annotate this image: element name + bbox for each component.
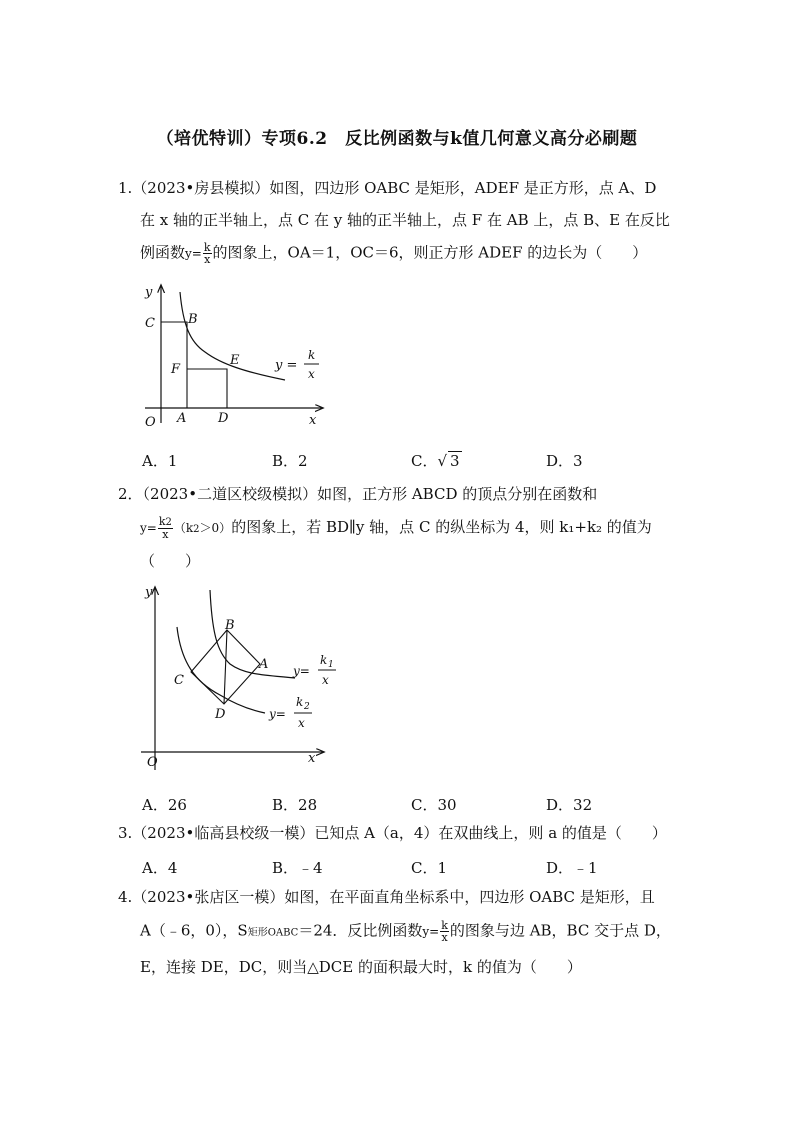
q2-curve2-k: k [296,695,304,709]
q1-curve-label: y = [275,358,298,373]
q1-square-adef [187,369,227,408]
q3-option-b: B．﹣4 [272,859,323,877]
q1-formula-x: x [204,253,211,266]
q1-line3-end: 的图象上，OA＝1，OC＝6，则正方形 ADEF 的边长为（ ） [212,243,648,262]
q2-condition-start: （k [173,521,194,535]
q2-line1: 2．（2023•二道区校级模拟）如图，正方形 ABCD 的顶点分别在函数和 [118,485,598,503]
q4-area-subscript: 矩形OABC [247,927,299,939]
q1-label-e: E [230,353,240,368]
q2-curve1-x: x [322,673,329,687]
q2-curve2-label: y= [269,707,286,721]
q2-label-d: D [215,707,226,722]
q3-option-d: D．﹣1 [546,859,598,877]
page-title: （培优特训）专项6.2 反比例函数与k值几何意义高分必刷题 [156,129,638,149]
q2-formula-k: k [158,515,166,528]
q2-hyperbola-k2 [177,627,265,713]
q1-formula-k: k [203,241,211,254]
q3-option-c: C．1 [411,859,448,877]
q4-formula-fraction [440,920,449,943]
q1-option-c: C．√ 3 [411,452,460,470]
q2-formula-k-sub: 2 [165,517,172,528]
q2-option-c: C．30 [411,796,457,814]
q4-line2-start: A（﹣6，0），S [140,921,248,940]
q2-label-b: B [225,618,235,633]
q1-formula-fraction [203,242,212,265]
q2-curve1-k-sub: 1 [328,660,334,670]
q1-curve-k: k [308,348,316,362]
q1-label-y: y [145,285,153,300]
q2-label-x: x [308,751,316,766]
q4-line2 [140,920,671,944]
q1-figure [135,280,335,430]
q2-condition-sub: 2 [193,524,200,535]
q2-formula-y: y= [140,521,157,535]
q4-formula-k: k [441,919,448,932]
q2-curve1-k: k [320,653,328,667]
q2-figure [135,582,350,772]
q4-formula-x: x [441,931,448,944]
q2-option-d: D．32 [546,796,593,814]
q1-label-a: A [177,411,187,426]
q4-line2-mid: ＝24．反比例函数 [298,921,423,940]
q3-option-a: A．4 [142,859,178,877]
q1-line2: 在 x 轴的正半轴上，点 C 在 y 轴的正半轴上，点 F 在 AB 上，点 B、E 在反比 [140,211,670,229]
q4-line3: E，连接 DE，DC，则当△DCE 的面积最大时，k 的值为（ ） [140,958,582,976]
q2-curve2-k-sub: 2 [304,702,310,712]
q1-formula-y: y= [185,246,202,261]
q2-option-b: B．28 [272,796,318,814]
q1-label-o: O [145,415,156,430]
q1-option-a: A．1 [142,452,178,470]
q1-label-b: B [188,312,198,327]
q2-formula-fraction [158,516,173,540]
q2-option-a: A．26 [142,796,187,814]
q1-curve-x: x [308,367,315,381]
q1-line1: 1.（2023•房县模拟）如图，四边形 OABC 是矩形，ADEF 是正方形，点 A、D [118,179,657,197]
q2-hyperbola-k1 [210,590,295,678]
q1-option-c-prefix: C． [411,452,438,470]
q1-label-f: F [171,362,181,377]
q2-line2 [140,516,652,540]
q2-curve2-x: x [298,716,305,730]
q1-label-x: x [309,413,317,428]
q2-condition [174,521,231,535]
q1-option-b: B．2 [272,452,308,470]
q4-line2-end: 的图象与边 AB，BC 交于点 D， [449,921,671,940]
q2-line2-text: 的图象上，若 BD∥y 轴，点 C 的纵坐标为 4，则 k₁+k₂ 的值为 [231,518,652,536]
q2-label-c: C [174,673,184,688]
q1-label-d: D [218,411,229,426]
q4-formula-y: y= [422,924,440,939]
q2-line3: （ ） [140,552,201,570]
q1-line3 [140,242,647,265]
q2-curve1-label: y= [293,664,310,678]
q2-condition-end: ＞0） [199,521,232,535]
q4-line1: 4.（2023•张店区一模）如图，在平面直角坐标系中，四边形 OABC 是矩形，且 [118,888,655,906]
q2-label-o: O [147,755,158,770]
q2-diagonal-bd [224,630,227,704]
q2-formula-x: x [162,528,169,541]
q2-label-y: y [145,585,153,600]
q2-label-a: A [259,657,269,672]
q1-option-d: D．3 [546,452,583,470]
q1-option-c-radicand: 3 [450,452,460,470]
q1-line3-start: 例函数 [140,243,186,262]
q1-label-c: C [145,316,155,331]
q3-line1: 3.（2023•临高县校级一模）已知点 A（a，4）在双曲线上，则 a 的值是（ ） [118,824,667,842]
